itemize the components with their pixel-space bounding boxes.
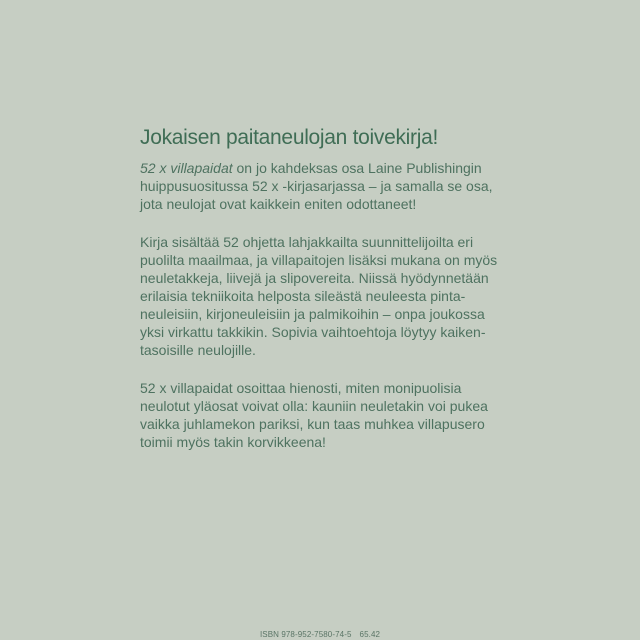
text-line <box>140 159 540 177</box>
text-line: neuleisiin, kirjoneuleisiin ja palmikoihin – onpa joukossa <box>140 306 485 322</box>
book-title-italic: 52 x villapaidat <box>140 160 233 176</box>
text-line: jota neulojat ovat kaikkein eniten odottaneet! <box>140 196 417 212</box>
text-line: vaikka juhlamekon pariksi, kun taas muhkea villapusero <box>140 416 485 432</box>
paragraph-contents <box>140 233 540 359</box>
text-line: huippusuositussa 52 x -kirjasarjassa – ja samalla se osa, <box>140 178 493 194</box>
text-line: tasoisille neulojille. <box>140 342 256 358</box>
paragraph-intro <box>140 159 540 213</box>
text-line: 52 x villapaidat osoittaa hienosti, miten monipuolisia <box>140 380 462 396</box>
library-classification: 65.42 <box>359 630 381 639</box>
text-line: neuletakkeja, liivejä ja slipovereita. Niissä hyödynnetään <box>140 270 489 286</box>
blurb-text-block <box>140 124 540 471</box>
text-line-rest: on jo kahdeksas osa Laine Publishingin <box>232 160 482 176</box>
isbn-footer <box>0 630 640 639</box>
text-line: puolilta maailmaa, ja villapaitojen lisäksi mukana on myös <box>140 252 498 268</box>
text-line: yksi virkattu takkikin. Sopivia vaihtoehtoja löytyy kaiken- <box>140 324 486 340</box>
text-line: Kirja sisältää 52 ohjetta lahjakkailta suunnittelijoilta eri <box>140 234 474 250</box>
headline: Jokaisen paitaneulojan toivekirja! <box>140 126 438 149</box>
isbn-number: ISBN 978-952-7580-74-5 <box>259 630 352 639</box>
text-line: toimii myös takin korvikkeena! <box>140 434 326 450</box>
text-line: neulotut yläosat voivat olla: kauniin neuletakin voi pukea <box>140 398 488 414</box>
paragraph-outro <box>140 379 540 451</box>
text-line: erilaisia tekniikoita helposta sileästä neuleesta pinta- <box>140 288 466 304</box>
